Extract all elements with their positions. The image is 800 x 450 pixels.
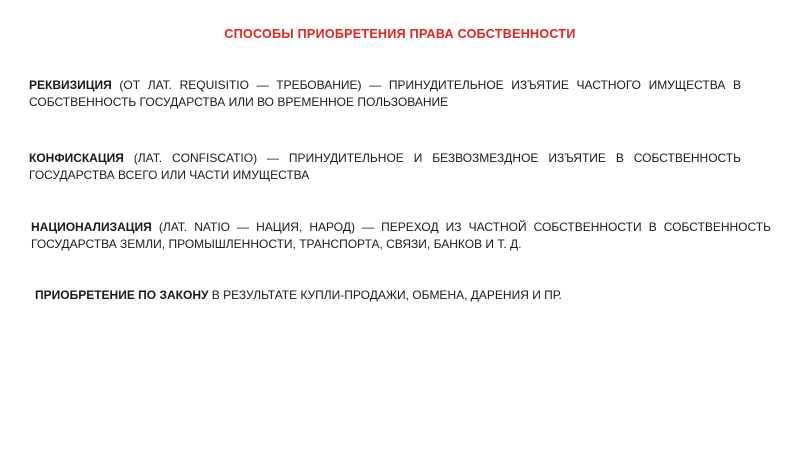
definition-text: (ЛАТ. NATIO — НАЦИЯ, НАРОД) — ПЕРЕХОД ИЗ ЧАСТНОЙ СОБСТВЕННОСТИ В СОБСТВЕННОСТЬ ГОСУДАРСТВА ЗЕМЛИ, ПРОМЫШЛЕННОСТИ, ТРАНСПОРТА, СВЯЗИ, БАНКОВ И Т. Д.	[31, 220, 771, 251]
definition-term: КОНФИСКАЦИЯ	[29, 151, 124, 165]
definition-term: НАЦИОНАЛИЗАЦИЯ	[31, 220, 152, 234]
definition-text: (ЛАТ. CONFISCATIO) — ПРИНУДИТЕЛЬНОЕ И БЕЗВОЗМЕЗДНОЕ ИЗЪЯТИЕ В СОБСТВЕННОСТЬ ГОСУДАРСТВА ВСЕГО ИЛИ ЧАСТИ ИМУЩЕСТВА	[29, 151, 741, 182]
slide-title: СПОСОБЫ ПРИОБРЕТЕНИЯ ПРАВА СОБСТВЕННОСТИ	[224, 27, 576, 41]
definition-term: РЕКВИЗИЦИЯ	[29, 78, 112, 92]
definition-requisition	[29, 77, 741, 111]
definition-text: (ОТ ЛАТ. REQUISITIO — ТРЕБОВАНИЕ) — ПРИНУДИТЕЛЬНОЕ ИЗЪЯТИЕ ЧАСТНОГО ИМУЩЕСТВА В СОБСТВЕННОСТЬ ГОСУДАРСТВА ИЛИ ВО ВРЕМЕННОЕ ПОЛЬЗОВАНИЕ	[29, 78, 741, 109]
definition-confiscation	[29, 150, 741, 184]
definition-nationalization	[31, 219, 771, 253]
definition-text: В РЕЗУЛЬТАТЕ КУПЛИ-ПРОДАЖИ, ОБМЕНА, ДАРЕНИЯ И ПР.	[208, 288, 562, 302]
definition-acquisition-by-law	[35, 287, 735, 304]
definition-term: ПРИОБРЕТЕНИЕ ПО ЗАКОНУ	[35, 288, 209, 302]
